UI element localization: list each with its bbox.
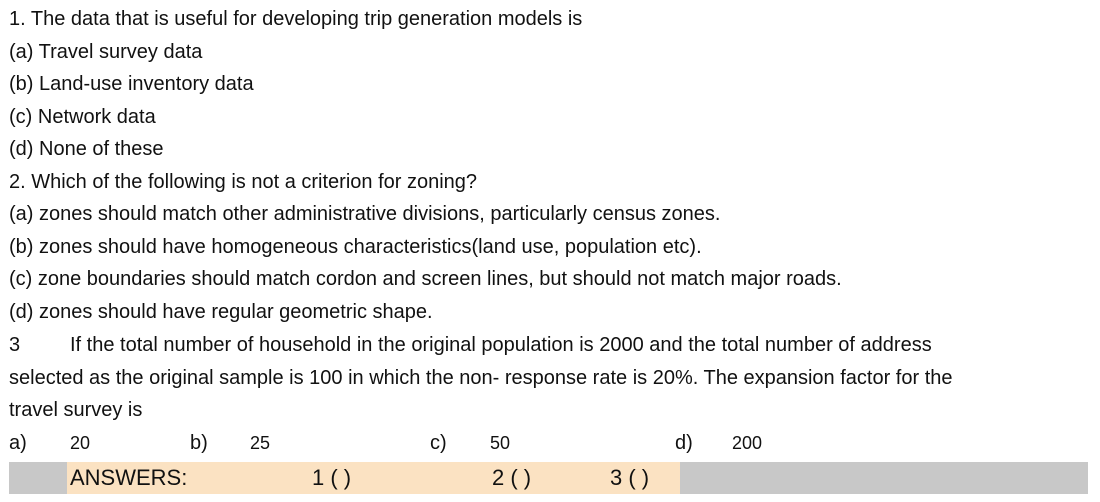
q2-option-a: (a) zones should match other administrative divisions, particularly census zones. [9,203,721,225]
q1-option-b: (b) Land-use inventory data [9,73,254,95]
answer-3-field[interactable]: 3 ( ) [610,465,650,490]
q3-option-d-value: 200 [732,433,763,453]
answers-bar-left-fill [9,462,67,494]
answers-label: ANSWERS: [70,465,188,490]
q3-option-c-letter: c) [430,432,447,454]
q3-option-b-letter: b) [190,432,208,454]
q3-number: 3 [9,334,21,356]
q2-option-b: (b) zones should have homogeneous characteristics(land use, population etc). [9,236,702,258]
answers-bar-right-fill [680,462,1088,494]
q1-option-d: (d) None of these [9,138,164,160]
q3-stem-line1: If the total number of household in the original population is 2000 and the total number of address [70,334,932,356]
q3-stem-line2: selected as the original sample is 100 in which the non- response rate is 20%. The expansion factor for the [9,367,953,389]
q1-option-a: (a) Travel survey data [9,41,203,63]
q3-option-b-value: 25 [250,433,271,453]
q2-option-c: (c) zone boundaries should match cordon and screen lines, but should not match major roads. [9,268,842,290]
q3-stem-line3: travel survey is [9,399,143,421]
q3-option-a-value: 20 [70,433,91,453]
q3-option-d-letter: d) [675,432,693,454]
q3-option-c-value: 50 [490,433,511,453]
q2-stem: 2. Which of the following is not a criterion for zoning? [9,171,478,193]
q1-stem: 1. The data that is useful for developing trip generation models is [9,8,583,30]
answer-2-field[interactable]: 2 ( ) [492,465,532,490]
q1-option-c: (c) Network data [9,106,156,128]
answer-1-field[interactable]: 1 ( ) [312,465,352,490]
q3-option-a-letter: a) [9,432,27,454]
q2-option-d: (d) zones should have regular geometric shape. [9,301,433,323]
